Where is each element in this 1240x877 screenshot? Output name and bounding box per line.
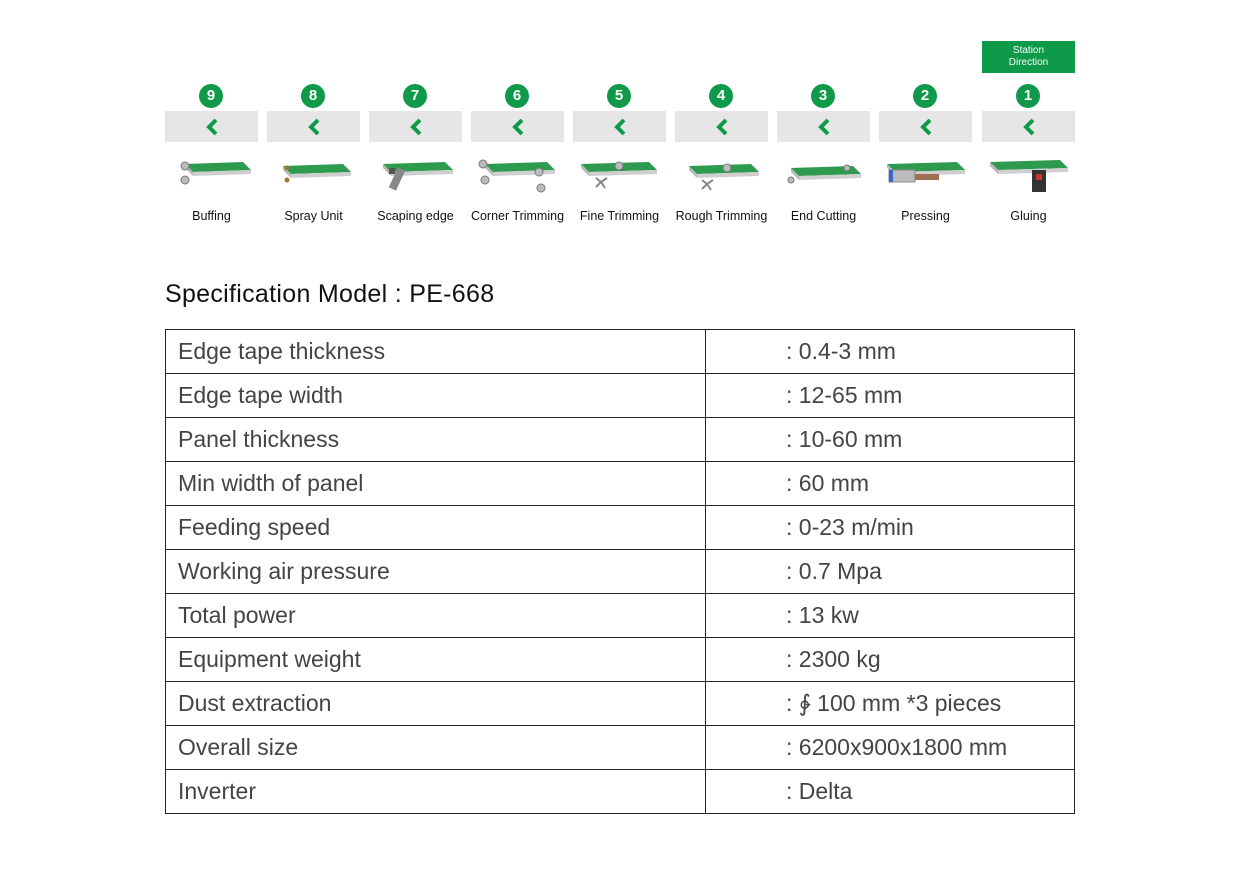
scraping-edge-machine-icon bbox=[375, 154, 457, 196]
table-row bbox=[166, 374, 1075, 418]
table-row bbox=[166, 682, 1075, 726]
station-number: 8 bbox=[301, 84, 325, 108]
spec-value: : 6200x900x1800 mm bbox=[706, 726, 1075, 770]
station-label: Gluing bbox=[1010, 209, 1047, 223]
station-gluing bbox=[982, 82, 1075, 232]
direction-bar bbox=[879, 111, 972, 142]
direction-bar bbox=[267, 111, 360, 142]
spec-value: : 12-65 mm bbox=[706, 374, 1075, 418]
station-rough-trimming bbox=[675, 82, 768, 232]
spray-unit-machine-icon bbox=[273, 154, 355, 196]
arrow-left-icon bbox=[919, 118, 933, 136]
spec-key: Dust extraction bbox=[166, 682, 706, 726]
station-label: Pressing bbox=[901, 209, 950, 223]
spec-key: Feeding speed bbox=[166, 506, 706, 550]
spec-key: Overall size bbox=[166, 726, 706, 770]
station-number: 1 bbox=[1016, 84, 1040, 108]
spec-value: : ∲ 100 mm *3 pieces bbox=[706, 682, 1075, 726]
table-row bbox=[166, 594, 1075, 638]
station-label: Corner Trimming bbox=[470, 209, 565, 223]
spec-key: Min width of panel bbox=[166, 462, 706, 506]
table-row bbox=[166, 330, 1075, 374]
station-label: Scaping edge bbox=[377, 209, 454, 223]
arrow-left-icon bbox=[409, 118, 423, 136]
station-number: 3 bbox=[811, 84, 835, 108]
direction-bar bbox=[573, 111, 666, 142]
spec-key: Total power bbox=[166, 594, 706, 638]
fine-trimming-machine-icon bbox=[579, 154, 661, 196]
station-number: 9 bbox=[199, 84, 223, 108]
arrow-left-icon bbox=[817, 118, 831, 136]
spec-key: Inverter bbox=[166, 770, 706, 814]
table-row bbox=[166, 506, 1075, 550]
corner-trimming-machine-icon bbox=[477, 154, 559, 196]
station-label: Buffing bbox=[192, 209, 231, 223]
spec-title: Specification Model : PE-668 bbox=[165, 280, 495, 308]
buffing-machine-icon bbox=[171, 154, 253, 196]
station-corner-trimming bbox=[471, 82, 564, 232]
direction-bar bbox=[471, 111, 564, 142]
spec-key: Working air pressure bbox=[166, 550, 706, 594]
station-strip bbox=[165, 82, 1075, 232]
station-spray-unit bbox=[267, 82, 360, 232]
table-row bbox=[166, 550, 1075, 594]
station-direction-line-2: Direction bbox=[1008, 57, 1049, 68]
spec-value: : 0.4-3 mm bbox=[706, 330, 1075, 374]
arrow-left-icon bbox=[307, 118, 321, 136]
station-end-cutting bbox=[777, 82, 870, 232]
table-row bbox=[166, 638, 1075, 682]
end-cutting-machine-icon bbox=[783, 154, 865, 196]
spec-key: Panel thickness bbox=[166, 418, 706, 462]
spec-value: : 0.7 Mpa bbox=[706, 550, 1075, 594]
spec-value: : 60 mm bbox=[706, 462, 1075, 506]
arrow-left-icon bbox=[1022, 118, 1036, 136]
table-row bbox=[166, 770, 1075, 814]
arrow-left-icon bbox=[511, 118, 525, 136]
spec-value: : 13 kw bbox=[706, 594, 1075, 638]
spec-value: : 2300 kg bbox=[706, 638, 1075, 682]
station-label: Rough Trimming bbox=[675, 209, 768, 223]
arrow-left-icon bbox=[205, 118, 219, 136]
station-label: End Cutting bbox=[790, 209, 857, 223]
station-number: 5 bbox=[607, 84, 631, 108]
direction-bar bbox=[777, 111, 870, 142]
station-direction-badge bbox=[982, 41, 1075, 73]
station-buffing bbox=[165, 82, 258, 232]
spec-key: Edge tape thickness bbox=[166, 330, 706, 374]
station-number: 4 bbox=[709, 84, 733, 108]
arrow-left-icon bbox=[613, 118, 627, 136]
table-row bbox=[166, 726, 1075, 770]
table-row bbox=[166, 418, 1075, 462]
station-label: Fine Trimming bbox=[579, 209, 660, 223]
spec-value: : 0-23 m/min bbox=[706, 506, 1075, 550]
direction-bar bbox=[165, 111, 258, 142]
rough-trimming-machine-icon bbox=[681, 154, 763, 196]
spec-value: : 10-60 mm bbox=[706, 418, 1075, 462]
station-label: Spray Unit bbox=[284, 209, 343, 223]
pressing-machine-icon bbox=[885, 154, 967, 196]
direction-bar bbox=[982, 111, 1075, 142]
station-number: 2 bbox=[913, 84, 937, 108]
station-direction-line-1: Station bbox=[1012, 45, 1045, 56]
station-scraping-edge bbox=[369, 82, 462, 232]
spec-table bbox=[165, 329, 1075, 814]
station-pressing bbox=[879, 82, 972, 232]
spec-key: Edge tape width bbox=[166, 374, 706, 418]
spec-value: : Delta bbox=[706, 770, 1075, 814]
direction-bar bbox=[675, 111, 768, 142]
direction-bar bbox=[369, 111, 462, 142]
station-number: 6 bbox=[505, 84, 529, 108]
table-row bbox=[166, 462, 1075, 506]
spec-key: Equipment weight bbox=[166, 638, 706, 682]
gluing-machine-icon bbox=[988, 154, 1070, 196]
station-fine-trimming bbox=[573, 82, 666, 232]
station-number: 7 bbox=[403, 84, 427, 108]
arrow-left-icon bbox=[715, 118, 729, 136]
